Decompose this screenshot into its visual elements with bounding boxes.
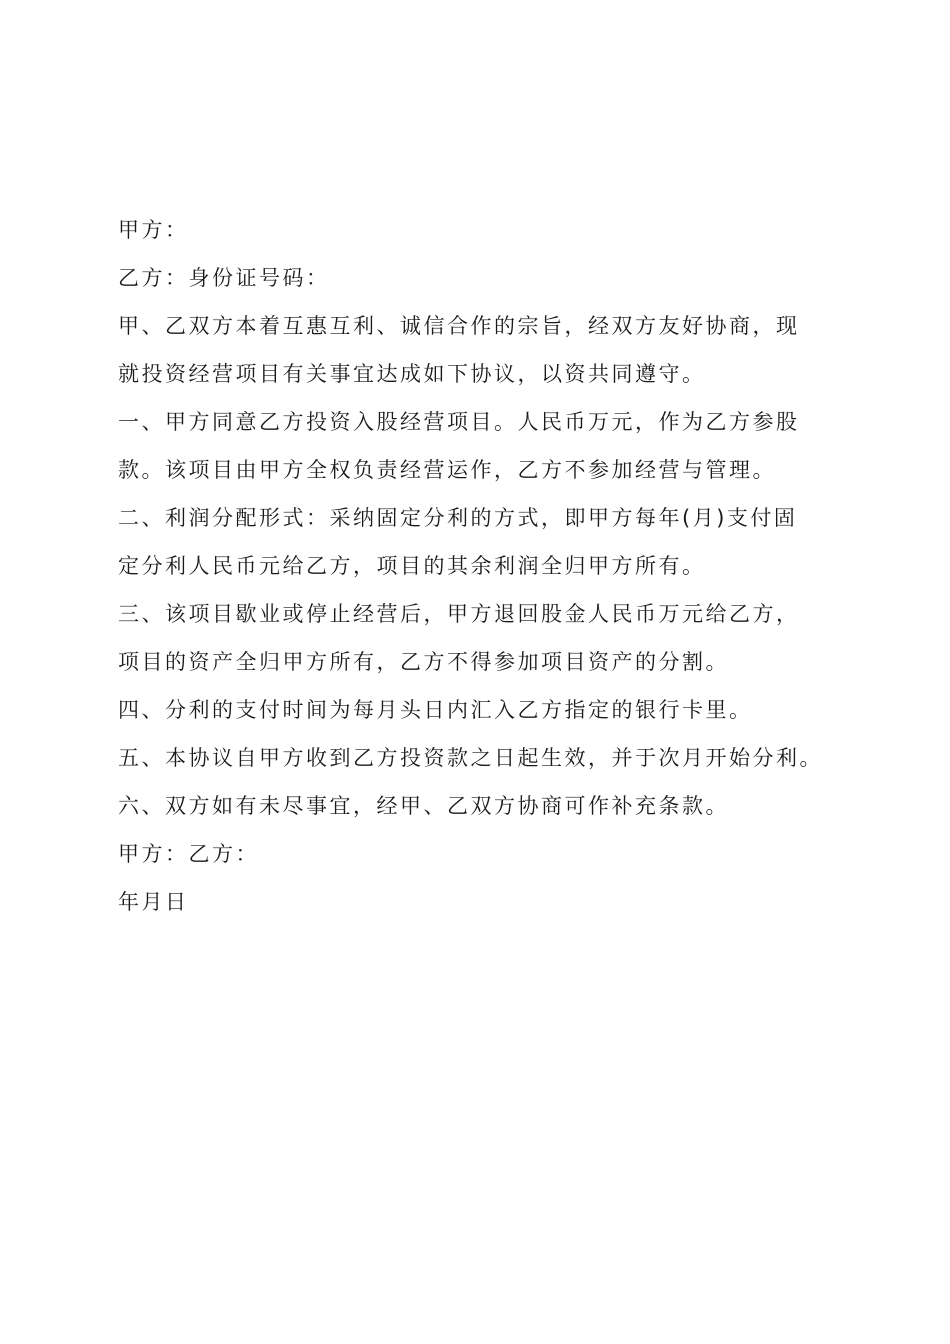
clause-line: 二、利润分配形式：采纳固定分利的方式，即甲方每年(月)支付固 [118, 506, 798, 530]
clause-line: 定分利人民币元给乙方，项目的其余利润全归甲方所有。 [118, 554, 706, 578]
preamble-paragraph [118, 302, 838, 398]
clause-6 [118, 782, 838, 830]
clause-line: 款。该项目由甲方全权负责经营运作，乙方不参加经营与管理。 [118, 458, 776, 482]
party-a-label: 甲方： [118, 218, 189, 242]
clause-4 [118, 686, 838, 734]
preamble-line: 甲、乙双方本着互惠互利、诚信合作的宗旨，经双方友好协商，现 [118, 314, 800, 338]
clause-1 [118, 398, 838, 494]
signature-parties: 甲方：乙方： [118, 842, 259, 866]
clause-line: 一、甲方同意乙方投资入股经营项目。人民币万元，作为乙方参股 [118, 410, 800, 434]
clause-line: 项目的资产全归甲方所有，乙方不得参加项目资产的分割。 [118, 650, 729, 674]
clause-3 [118, 590, 838, 686]
clause-line: 六、双方如有未尽事宜，经甲、乙双方协商可作补充条款。 [118, 794, 729, 818]
signature-date: 年月日 [118, 890, 189, 914]
party-b-id-label: 乙方：身份证号码： [118, 266, 330, 290]
clause-line: 四、分利的支付时间为每月头日内汇入乙方指定的银行卡里。 [118, 698, 753, 722]
agreement-document [118, 206, 838, 926]
preamble-line: 就投资经营项目有关事宜达成如下协议，以资共同遵守。 [118, 362, 706, 386]
clause-line: 三、该项目歇业或停止经营后，甲方退回股金人民币万元给乙方， [118, 602, 800, 626]
clause-line: 五、本协议自甲方收到乙方投资款之日起生效，并于次月开始分利。 [118, 746, 823, 770]
clause-5 [118, 734, 838, 782]
clause-2 [118, 494, 838, 590]
